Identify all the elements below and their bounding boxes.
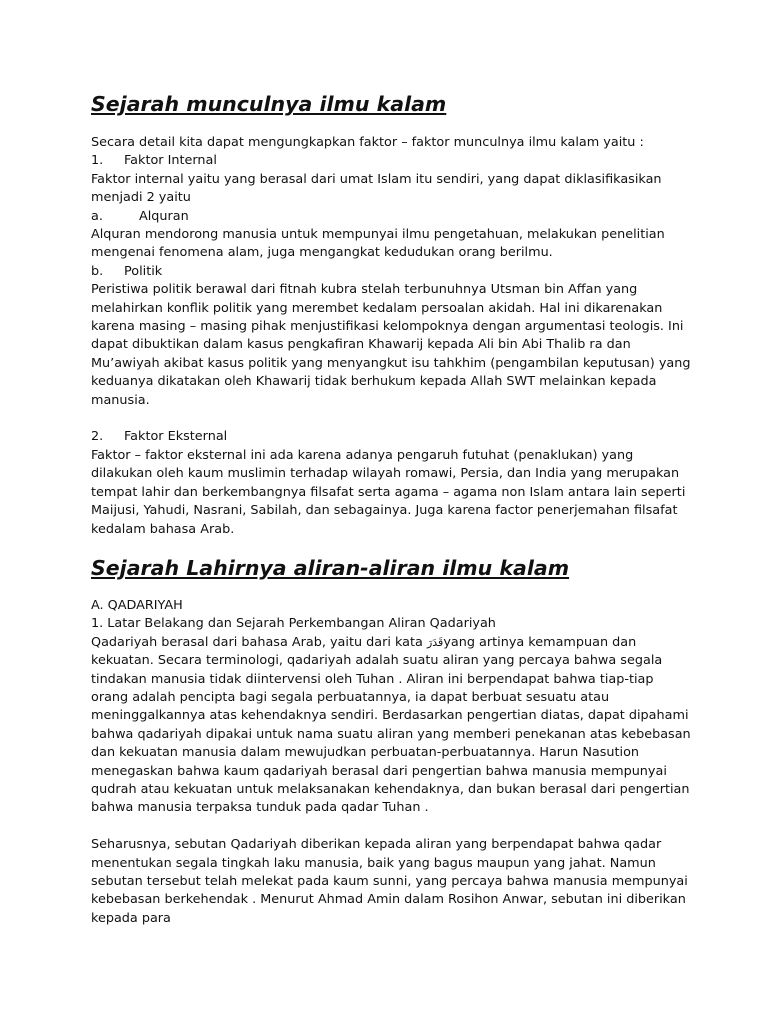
eksternal-description: Faktor – faktor eksternal ini ada karena adanya pengaruh futuhat (penaklukan) yang dilakukan oleh kaum muslimin terhadap wilayah romawi, Persia, dan India yang merupakan tempat lahir dan berkembangnya filsafat serta agama – agama non Islam antara lain seperti Maijusi, Yahudi, Nasrani, Sabilah, dan sebagainya. Juga karena factor penerjemahan filsafat kedalam bahasa Arab. (91, 447, 686, 537)
subheading-latar-belakang: 1. Latar Belakang dan Sejarah Perkembangan Aliran Qadariyah (91, 616, 496, 632)
qadariyah-paragraph-2: Seharusnya, sebutan Qadariyah diberikan kepada aliran yang berpendapat bahwa qadar menentukan segala tingkah laku manusia, baik yang bagus maupun yang jahat. Namun sebutan tersebut telah melekat pada kaum sunni, yang percaya bahwa manusia mempunyai kebebasan berkehendak . Menurut Ahmad Amin dalam Rosihon Anwar, sebutan ini diberikan kepada para (91, 837, 688, 926)
list-marker: b. (91, 263, 104, 279)
internal-description: Faktor internal yaitu yang berasal dari umat Islam itu sendiri, yang dapat diklasifikasikan menjadi 2 yaitu (91, 171, 662, 206)
list-label: Faktor Internal (124, 153, 217, 169)
paragraph-gap (91, 410, 691, 428)
paragraph-text: yang artinya kemampuan dan kekuatan. Secara terminologi, qadariyah adalah suatu aliran yang percaya bahwa segala tindakan manusia tidak diintervensi oleh Tuhan . Aliran ini berpendapat bahwa tiap-tiap orang adalah pencipta bagi segala perbuatannya, ia dapat berbuat sesuatu atau meninggalkannya atas kehendaknya sendiri. Berdasarkan pengertian diatas, dapat dipahami bahwa qadariyah dipakai untuk nama suatu aliran yang memberi penekanan atas kebebasan dan kekuatan manusia dalam mewujudkan perbuatan-perbuatannya. Harun Nasution menegaskan bahwa kaum qadariyah berasal dari pengertian bahwa manusia mempunyai qudrah atau kekuatan untuk melaksanakan kehendaknya, dan bukan berasal dari pengertian bahwa manusia terpaksa tunduk pada qadar Tuhan . (91, 634, 691, 816)
qadariyah-paragraph-1 (91, 634, 691, 818)
list-label: Alquran (139, 208, 189, 224)
paragraph-text: Qadariyah berasal dari bahasa Arab, yaitu dari kata (91, 634, 427, 650)
list-label: Faktor Eksternal (124, 429, 228, 445)
paragraph-gap (91, 818, 691, 836)
list-marker: a. (91, 208, 103, 224)
arabic-word: قَدَرَ (426, 635, 444, 649)
list-item-faktor-eksternal (91, 428, 691, 446)
list-label: Politik (124, 263, 163, 279)
list-marker: 1. (91, 153, 104, 169)
politik-description: Peristiwa politik berawal dari fitnah kubra stelah terbunuhnya Utsman bin Affan yang melahirkan konflik politik yang merembet kedalam persoalan akidah. Hal ini dikarenakan karena masing – masing pihak menjustifikasi kelompoknya dengan argumentasi teologis. Ini dapat dibuktikan dalam kasus pengkafiran Khawarij kepada Ali bin Abi Thalib ra dan Mu’awiyah akibat kasus politik yang menyangkut isu tahkhim (pengambilan keputusan) yang keduanya dikatakan oleh Khawarij tidak berhukum kepada Allah SWT melainkan kepada manusia. (91, 282, 691, 408)
subheading-qadariyah: A. QADARIYAH (91, 597, 183, 613)
section-1-title: Sejarah munculnya ilmu kalam (91, 92, 447, 116)
document-body (91, 92, 691, 928)
list-item-faktor-internal (91, 152, 691, 170)
section-2-title: Sejarah Lahirnya aliran-aliran ilmu kalam (91, 555, 570, 580)
list-marker: 2. (91, 429, 104, 445)
list-item-alquran (91, 208, 691, 226)
list-item-politik (91, 263, 691, 281)
alquran-description: Alquran mendorong manusia untuk mempunyai ilmu pengetahuan, melakukan penelitian mengenai fenomena alam, juga mengangkat kedudukan orang berilmu. (91, 227, 665, 261)
intro-paragraph: Secara detail kita dapat mengungkapkan faktor – faktor munculnya ilmu kalam yaitu : (91, 135, 644, 150)
